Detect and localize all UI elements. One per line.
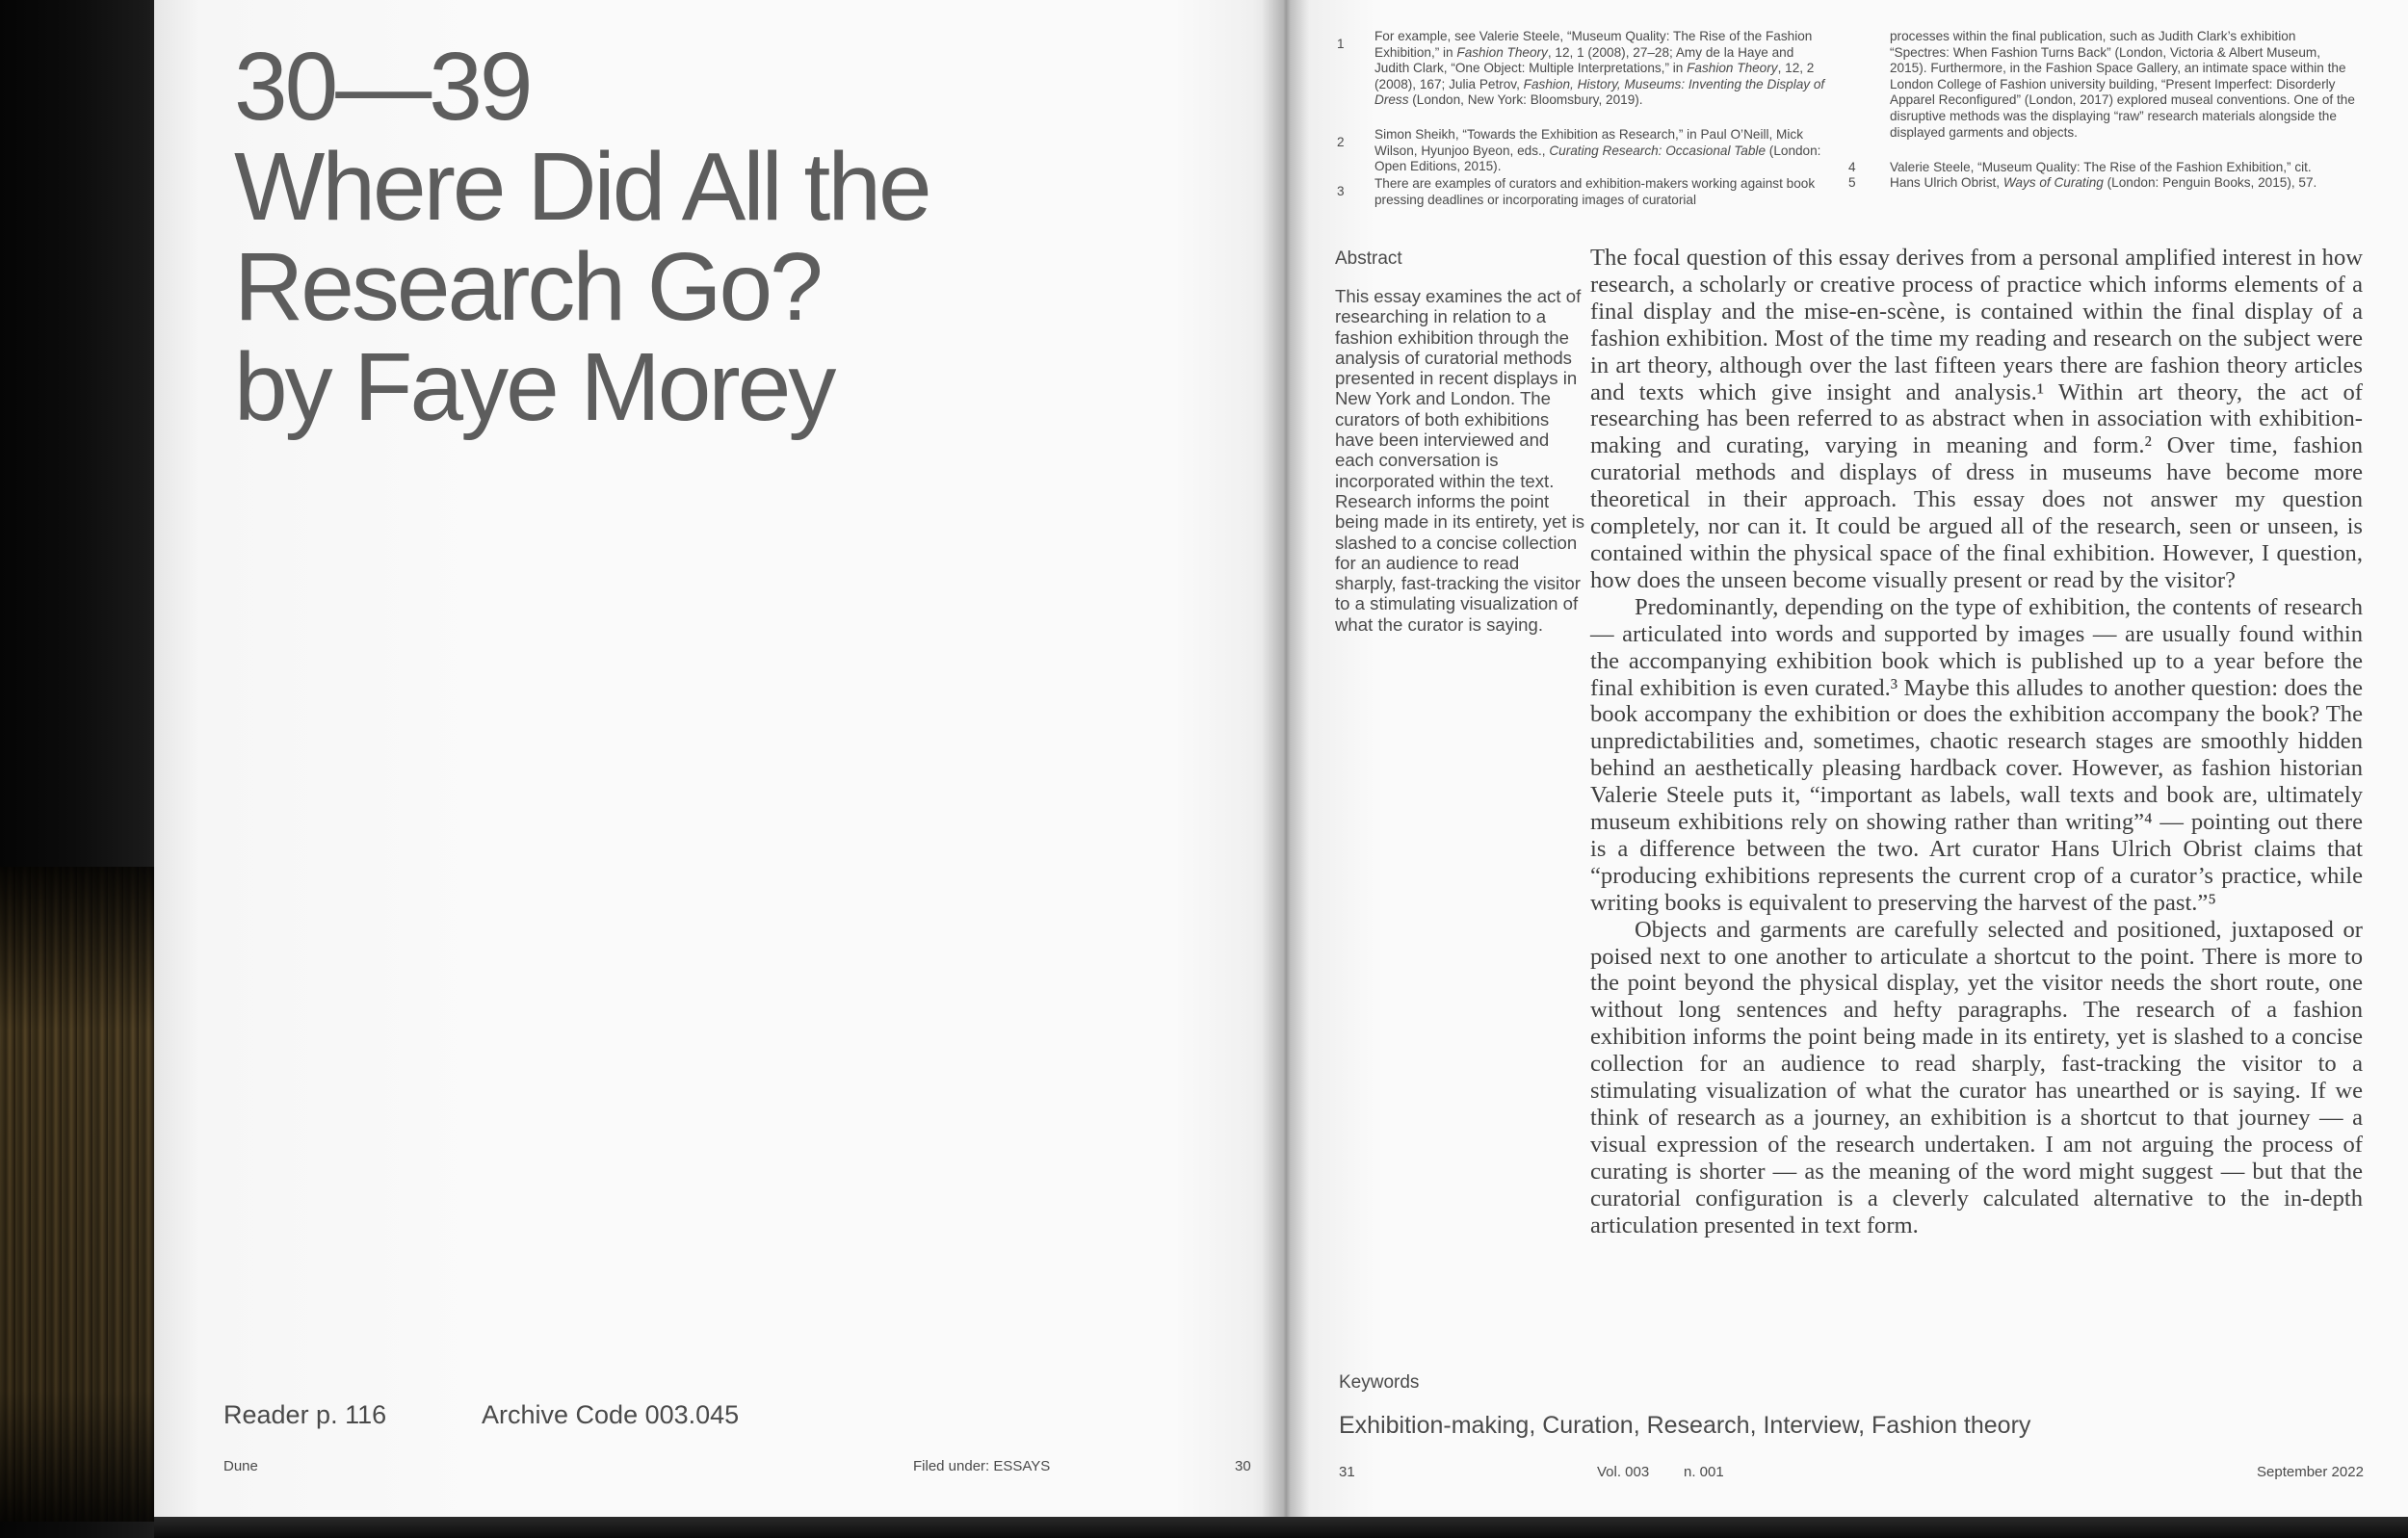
keywords-list: Exhibition-making, Curation, Research, Interview, Fashion theory bbox=[1339, 1412, 2031, 1439]
footnote-3: There are examples of curators and exhibition-makers working against book pressing deadlines or incorporating images of curatorial bbox=[1374, 176, 1816, 207]
page-number-right: 31 bbox=[1339, 1464, 1355, 1480]
body-paragraph: Predominantly, depending on the type of exhibition, the contents of research — articulated into words and supported by images — are usually found within the accompanying exhibition book which is published up to a year before the final exhibition is even curated.³ Maybe this alludes to another question: does the book accompany the exhibition or does the exhibition accompany the book? The unpredictabilities and, sometimes, chaotic research stages are smoothly hidden behind an aesthetically pleasing hardback cover. However, as fashion historian Valerie Steele puts it, “important as labels, wall texts and book are, ultimately museum exhibitions rely on showing rather than writing”⁴ — pointing out there is a difference between the two. Art curator Hans Ulrich Obrist claims that “producing exhibitions represents the current crop of a curator’s practice, while writing books is equivalent to preserving the harvest of the past.”⁵ bbox=[1590, 593, 2363, 916]
reader-reference: Reader p. 116 bbox=[223, 1400, 387, 1429]
keywords-heading: Keywords bbox=[1339, 1372, 1420, 1393]
footnote-1: For example, see Valerie Steele, “Museum Quality: The Rise of the Fashion Exhibition,” in Fashion Theory, 12, 1 (2008), 27–28; Amy de la Haye and Judith Clark, “One Object: Multiple Interpretations,” in Fashion Theory, 12, 2 (2008), 167; Julia Petrov, Fashion, History, Museums: Inventing the Display of Dress (London, New York: Bloomsbury, 2019). bbox=[1374, 29, 1825, 108]
footnote-4: Valerie Steele, “Museum Quality: The Rise of the Fashion Exhibition,” cit. bbox=[1890, 160, 2312, 174]
page-edges bbox=[0, 867, 164, 1522]
gutter-shadow bbox=[1262, 0, 1310, 1517]
abstract-heading: Abstract bbox=[1335, 248, 1402, 269]
body-paragraph: The focal question of this essay derives from a personal amplified interest in how research, a scholarly or creative process of practice which informs elements of a final display and the mise-en-scène, is contained within the final display of a fashion exhibition. Most of the time my reading and research on the subject were in art theory, although over the last fifteen years there are fashion theory articles and texts which give insight and analysis.¹ Within art theory, the act of researching has been referred to as abstract when in association with exhibition-making and curating, varying in meaning and form.² Over time, fashion curatorial methods and displays of dress in museums have become more theoretical in their approach. This essay does not answer my question completely, nor can it. It could be argued all of the research, seen or unseen, is contained within the physical space of the final exhibition. However, I question, how does the unseen become visually present or read by the visitor? bbox=[1590, 245, 2363, 593]
footnote-number: 4 bbox=[1848, 160, 1856, 174]
footnote-number: 2 bbox=[1337, 135, 1345, 149]
volume: Vol. 003 bbox=[1597, 1464, 1650, 1480]
footnote-2: Simon Sheikh, “Towards the Exhibition as Research,” in Paul O’Neill, Mick Wilson, Hyunjoo Byeon, eds., Curating Research: Occasional Table (London: Open Editions, 2015). bbox=[1374, 127, 1821, 174]
essay-body bbox=[1590, 245, 2363, 1239]
footnote-5: Hans Ulrich Obrist, Ways of Curating (London: Penguin Books, 2015), 57. bbox=[1890, 175, 2317, 190]
issue: n. 001 bbox=[1684, 1464, 1724, 1480]
body-paragraph: Objects and garments are carefully selected and positioned, juxtaposed or poised next to one another to articulate a shortcut to the point. There is more to the point beyond the physical display, yet the visitor needs the short route, one without long sentences and hefty paragraphs. The research of a fashion exhibition informs the point being made in its entirety, yet is slashed to a concise collection for an audience to read sharply, fast-tracking the visitor to a stimulating visualization of what the curator has unearthed or is saying. If we think of research as a journey, an exhibition is a shortcut to that journey — a visual expression of the research undertaken. I am not arguing the process of curating is shorter — as the meaning of the word might suggest — but that the curatorial configuration is a cleverly calculated alternative to the in-depth articulation presented in text form. bbox=[1590, 916, 2363, 1238]
footnote-3-continued: processes within the final publication, such as Judith Clark’s exhibition “Spectres: When Fashion Turns Back” (London, Victoria & Albert Museum, 2015). Furthermore, in the Fashion Space Gallery, an intimate space within the London College of Fashion university building, “Present Imperfect: Disorderly Apparel Reconfigured” (London, 2017) explored museal conventions. One of the disruptive methods was the displaying “raw” research materials alongside the displayed garments and objects. bbox=[1890, 29, 2355, 140]
book-bottom-edge bbox=[154, 1517, 2408, 1538]
footnote-number: 3 bbox=[1337, 184, 1345, 198]
publication-name: Dune bbox=[223, 1458, 258, 1474]
title-author: by Faye Morey bbox=[234, 333, 834, 441]
footnote-number: 1 bbox=[1337, 37, 1345, 51]
archive-code: Archive Code 003.045 bbox=[482, 1400, 740, 1429]
filed-under: Filed under: ESSAYS bbox=[913, 1458, 1051, 1474]
title-line: Where Did All the bbox=[234, 133, 929, 241]
title-line: Research Go? bbox=[234, 233, 821, 341]
abstract-text: This essay examines the act of researching in relation to a fashion exhibition through the analysis of curatorial methods presented in recent displays in New York and London. The curators of both exhibitions have been interviewed and each conversation is incorporated within the text. Research informs the point being made in its entirety, yet is slashed to a concise collection for an audience to read sharply, fast-tracking the visitor to a stimulating visualization of what the curator is saying. bbox=[1335, 286, 1585, 635]
title-number-range: 30—39 bbox=[234, 33, 531, 141]
footnote-number: 5 bbox=[1848, 175, 1856, 190]
issue-date: September 2022 bbox=[2257, 1464, 2364, 1480]
essay-title bbox=[234, 33, 1101, 441]
page-number-left: 30 bbox=[1235, 1458, 1251, 1474]
